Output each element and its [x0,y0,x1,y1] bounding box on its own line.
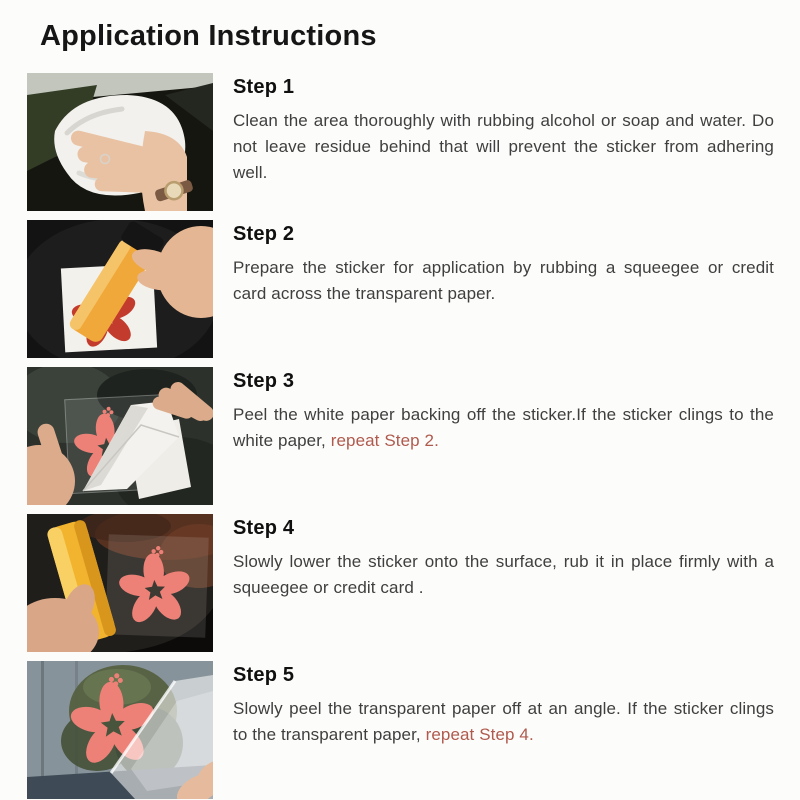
clean-surface-illustration [27,73,213,211]
step-row-2 [27,220,774,358]
step-row-4 [27,514,774,652]
repeat-step-highlight: repeat Step 2. [330,431,439,450]
step-4-photo [27,514,213,652]
step-row-3 [27,367,774,505]
apply-sticker-illustration [27,514,213,652]
step-3-heading: Step 3 [233,370,295,392]
prepare-sticker-illustration [27,220,213,358]
peel-transfer-paper-illustration [27,661,213,799]
step-4-heading: Step 4 [233,517,295,539]
step-2-photo [27,220,213,358]
step-row-1 [27,73,774,211]
step-4-body: Slowly lower the sticker onto the surface, rub it in place firmly with a squeegee or credit card . [233,552,774,597]
step-2-heading: Step 2 [233,223,295,245]
step-1-photo [27,73,213,211]
step-3-body: Peel the white paper backing off the sticker.If the sticker clings to the white paper, repeat Step 2. [233,405,774,450]
peel-backing-illustration [27,367,213,505]
step-5-body: Slowly peel the transparent paper off at an angle. If the sticker clings to the transparent paper, repeat Step 4. [233,699,774,744]
step-2-body: Prepare the sticker for application by rubbing a squeegee or credit card across the transparent paper. [233,258,774,303]
step-1-body: Clean the area thoroughly with rubbing alcohol or soap and water. Do not leave residue behind that will prevent the sticker from adhering well. [233,111,774,182]
step-3-photo [27,367,213,505]
step-row-5 [27,661,774,799]
step-1-heading: Step 1 [233,76,295,98]
step-5-heading: Step 5 [233,664,295,686]
page-title: Application Instructions [40,20,377,52]
repeat-step-highlight: repeat Step 4. [425,725,534,744]
step-5-photo [27,661,213,799]
